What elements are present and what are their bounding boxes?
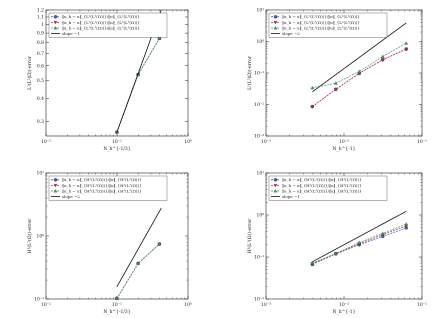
series-1 [311,226,408,266]
legend-entry: ‖u_h − u‖_{H¹(L²(Ω))}/‖u‖_{H¹(L²(Ω))} [62,182,142,188]
data-point [54,178,57,181]
legend-entry: ‖u_h − u‖_{H¹(L²(Ω))}/‖u‖_{H¹(L²(Ω))} [282,188,362,194]
legend-entry: ‖u_h − u‖_{L²(L²(Ω))}/‖u‖_{L²(L²(Ω))} [62,14,140,20]
x-axis-label: N_h^{-1/3} [103,147,131,152]
y-tick-label: 10⁰ [36,234,44,240]
data-point [54,15,57,18]
legend-entry: ‖u_h − u‖_{H¹(L²(Ω))}/‖u‖_{H¹(L²(Ω))} [62,177,142,183]
y-tick-label: 10¹ [256,171,264,177]
series-1 [115,37,161,134]
series-line [117,208,161,287]
x-tick-label: 10⁻² [41,140,51,145]
y-tick-label: 0.6 [36,64,44,70]
x-tick-label: 10⁰ [184,303,192,308]
x-tick-label: 10⁻³ [261,140,271,145]
y-axis-label: H¹(L²(Ω))-error [248,218,253,254]
y-tick-label: 10⁻² [254,297,264,303]
series-line [312,211,406,261]
series-2 [115,37,161,134]
legend [269,176,387,200]
data-point [274,178,277,181]
y-tick-label: 0.9 [36,31,44,37]
x-tick-label: 10⁻² [41,303,51,308]
legend [49,13,167,37]
legend [269,13,387,37]
series-3 [311,222,408,264]
series-4 [117,208,161,287]
legend-entry: ‖u_h − u‖_{L²(L²(Ω))}/‖u‖_{L²(L²(Ω))} [282,19,360,25]
series-line [117,244,160,298]
x-tick-label: 10⁻¹ [112,303,122,308]
x-axis-label: N_h^{-1/3} [103,310,131,315]
data-point [274,15,277,18]
y-axis-label: H¹(L²(Ω))-error [28,218,33,254]
series-line [117,38,160,132]
series-3 [115,37,161,134]
series-line [117,38,160,132]
x-tick-label: 10⁻¹ [417,303,427,308]
x-axis-label: N_h^{-1} [332,147,356,152]
series-3 [115,242,161,299]
x-tick-label: 10⁻¹ [417,140,427,145]
y-tick-label: 0.3 [36,119,44,125]
legend-entry: ‖u_h − u‖_{L²(L²(Ω))}/‖u‖_{L²(L²(Ω))} [282,14,360,20]
y-tick-label: 1.2 [36,8,44,14]
x-tick-label: 10⁻¹ [112,140,122,145]
legend [49,176,167,200]
legend-entry: ‖u_h − u‖_{H¹(L²(Ω))}/‖u‖_{H¹(L²(Ω))} [282,182,362,188]
legend-entry: ‖u_h − u‖_{H¹(L²(Ω))}/‖u‖_{H¹(L²(Ω))} [282,177,362,183]
y-tick-label: 0.8 [36,41,44,47]
y-tick-label: 10⁰ [256,40,264,46]
chart-panel-2 [246,8,427,152]
legend-entry: slope −2 [62,194,80,199]
data-point [358,70,361,73]
legend-entry: ‖u_h − u‖_{L²(L²(Ω))}/‖u‖_{L²(L²(Ω))} [62,19,140,25]
y-tick-label: 0.7 [36,51,44,57]
legend-entry: slope −1 [62,31,80,36]
y-tick-label: 10¹ [36,171,44,177]
legend-entry: slope −1 [282,194,300,199]
x-axis-label: N_h^{-1} [332,310,356,315]
data-point [405,42,408,45]
y-tick-label: 0.5 [36,78,44,84]
x-tick-label: 10⁻² [339,303,349,308]
y-axis-label: L²(L²(Ω))-error [28,56,33,90]
y-tick-label: 10⁻² [254,103,264,109]
x-tick-label: 10⁰ [184,140,192,145]
legend-entry: slope −2 [282,31,300,36]
series-2 [115,243,161,300]
y-tick-label: 1 [41,23,44,29]
legend-entry: ‖u_h − u‖_{L²(L²(Ω))}/‖u‖_{L²(L²(Ω))} [62,25,140,31]
y-tick-label: 0.4 [36,96,44,102]
data-point [381,232,384,235]
series-2 [311,224,408,265]
series-line [117,244,160,298]
y-tick-label: 10⁻³ [254,134,264,140]
series-line [117,38,160,132]
series-1 [115,242,161,300]
series-2 [311,48,408,108]
data-point [334,82,337,85]
y-tick-label: 10⁻¹ [254,71,264,77]
chart-panel-3 [26,171,192,315]
y-tick-label: 10⁻¹ [254,255,264,261]
series-4 [312,211,406,261]
x-tick-label: 10⁻³ [261,303,271,308]
y-tick-label: 10⁻¹ [34,297,44,303]
chart-panel-4 [246,171,427,315]
legend-entry: ‖u_h − u‖_{L²(L²(Ω))}/‖u‖_{L²(L²(Ω))} [282,25,360,31]
data-point [381,55,384,58]
series-1 [311,47,408,108]
x-tick-label: 10⁻² [339,140,349,145]
y-tick-label: 10⁰ [256,213,264,219]
y-axis-label: L²(L²(Ω))-error [248,56,253,90]
chart-panel-1 [26,8,192,152]
y-tick-label: 10¹ [256,8,264,14]
legend-entry: ‖u_h − u‖_{H¹(L²(Ω))}/‖u‖_{H¹(L²(Ω))} [62,188,142,194]
data-point [405,222,408,225]
y-tick-label: 1.1 [36,15,44,21]
series-line [117,244,160,298]
